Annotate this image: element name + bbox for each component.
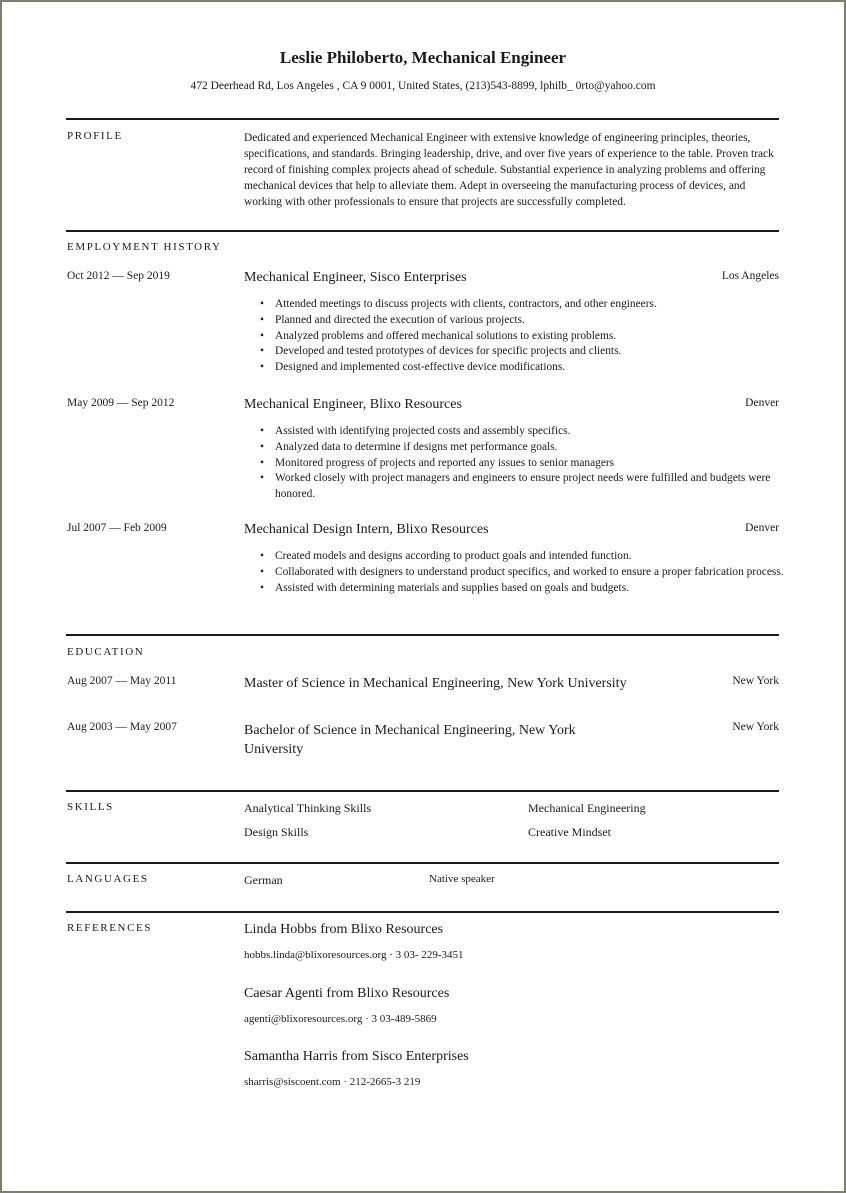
- section-divider: [66, 790, 779, 792]
- reference-contact: hobbs.linda@blixoresources.org · 3 03- 229-3451: [244, 949, 464, 961]
- job-location: Denver: [745, 397, 779, 409]
- list-item: • Assisted with determining materials and supplies based on goals and budgets.: [275, 581, 785, 597]
- degree-title: Master of Science in Mechanical Engineering, New York University: [244, 676, 627, 691]
- education-heading: EDUCATION: [67, 646, 145, 658]
- skill-item: Mechanical Engineering: [528, 801, 646, 815]
- list-item: • Attended meetings to discuss projects with clients, contractors, and other engineers.: [275, 297, 785, 313]
- job-dates: Oct 2012 — Sep 2019: [67, 270, 170, 282]
- skill-item: Creative Mindset: [528, 825, 611, 839]
- section-divider: [66, 862, 779, 864]
- skill-item: Design Skills: [244, 825, 309, 839]
- job-location: Denver: [745, 522, 779, 534]
- section-divider: [66, 634, 779, 636]
- list-item: • Worked closely with project managers and engineers to ensure project needs were fulfilled and budgets were honored.: [275, 471, 785, 503]
- profile-heading: PROFILE: [67, 130, 123, 142]
- section-divider: [66, 230, 779, 232]
- employment-heading: EMPLOYMENT HISTORY: [67, 241, 222, 253]
- education-dates: Aug 2003 — May 2007: [67, 721, 177, 733]
- job-bullets: [275, 549, 785, 596]
- job-dates: Jul 2007 — Feb 2009: [67, 522, 167, 534]
- job-location: Los Angeles: [721, 270, 779, 282]
- contact-line: 472 Deerhead Rd, Los Angeles , CA 9 0001, United States, (213)543-8899, lphilb_ 0rto@yahoo.com: [190, 80, 656, 92]
- reference-name: Caesar Agenti from Blixo Resources: [244, 986, 450, 1001]
- education-location: New York: [732, 721, 779, 733]
- skills-heading: SKILLS: [67, 801, 114, 813]
- job-title: Mechanical Engineer, Blixo Resources: [244, 397, 462, 412]
- section-divider: [66, 911, 779, 913]
- job-title: Mechanical Design Intern, Blixo Resources: [244, 522, 489, 537]
- language-name: German: [244, 873, 283, 887]
- list-item: • Assisted with identifying projected costs and assembly specifics.: [275, 424, 785, 440]
- references-heading: REFERENCES: [67, 922, 153, 934]
- list-item: • Analyzed data to determine if designs met performance goals.: [275, 440, 785, 456]
- list-item: • Developed and tested prototypes of devices for specific projects and clients.: [275, 344, 785, 360]
- list-item: • Collaborated with designers to understand product specifics, and worked to ensure a proper fabrication process.: [275, 565, 785, 581]
- list-item: • Designed and implemented cost-effective device modifications.: [275, 360, 785, 376]
- job-dates: May 2009 — Sep 2012: [67, 397, 175, 409]
- job-bullets: [275, 297, 785, 376]
- job-bullets: [275, 424, 785, 503]
- education-location: New York: [732, 675, 779, 687]
- languages-heading: LANGUAGES: [67, 873, 149, 885]
- profile-summary: Dedicated and experienced Mechanical Engineer with extensive knowledge of engineering principles, theories, specifications, and standards. Bringing leadership, drive, and over five years of experience to the table. Proven track record of finishing complex projects ahead of schedule. Substantial experience in analyzing problems and offering mechanical devices that help to alleviate them. Adept in overseeing the manufacturing process of devices, and working with other professionals to ensure that projects are successfully completed.: [244, 132, 774, 208]
- list-item: • Analyzed problems and offered mechanical solutions to existing problems.: [275, 329, 785, 345]
- section-divider: [66, 118, 779, 120]
- reference-name: Samantha Harris from Sisco Enterprises: [244, 1049, 469, 1064]
- degree-title: Bachelor of Science in Mechanical Engineering, New York University: [244, 723, 576, 757]
- list-item: • Monitored progress of projects and reported any issues to senior managers: [275, 456, 785, 472]
- candidate-name: Leslie Philoberto, Mechanical Engineer: [279, 48, 567, 67]
- list-item: • Planned and directed the execution of various projects.: [275, 313, 785, 329]
- skill-item: Analytical Thinking Skills: [244, 801, 372, 815]
- job-title: Mechanical Engineer, Sisco Enterprises: [244, 270, 467, 285]
- language-level: Native speaker: [429, 873, 495, 885]
- list-item: • Created models and designs according to product goals and intended function.: [275, 549, 785, 565]
- reference-name: Linda Hobbs from Blixo Resources: [244, 922, 444, 937]
- reference-contact: sharris@siscoent.com · 212-2665-3 219: [244, 1076, 421, 1088]
- education-dates: Aug 2007 — May 2011: [67, 675, 177, 687]
- reference-contact: agenti@blixoresources.org · 3 03-489-5869: [244, 1013, 437, 1025]
